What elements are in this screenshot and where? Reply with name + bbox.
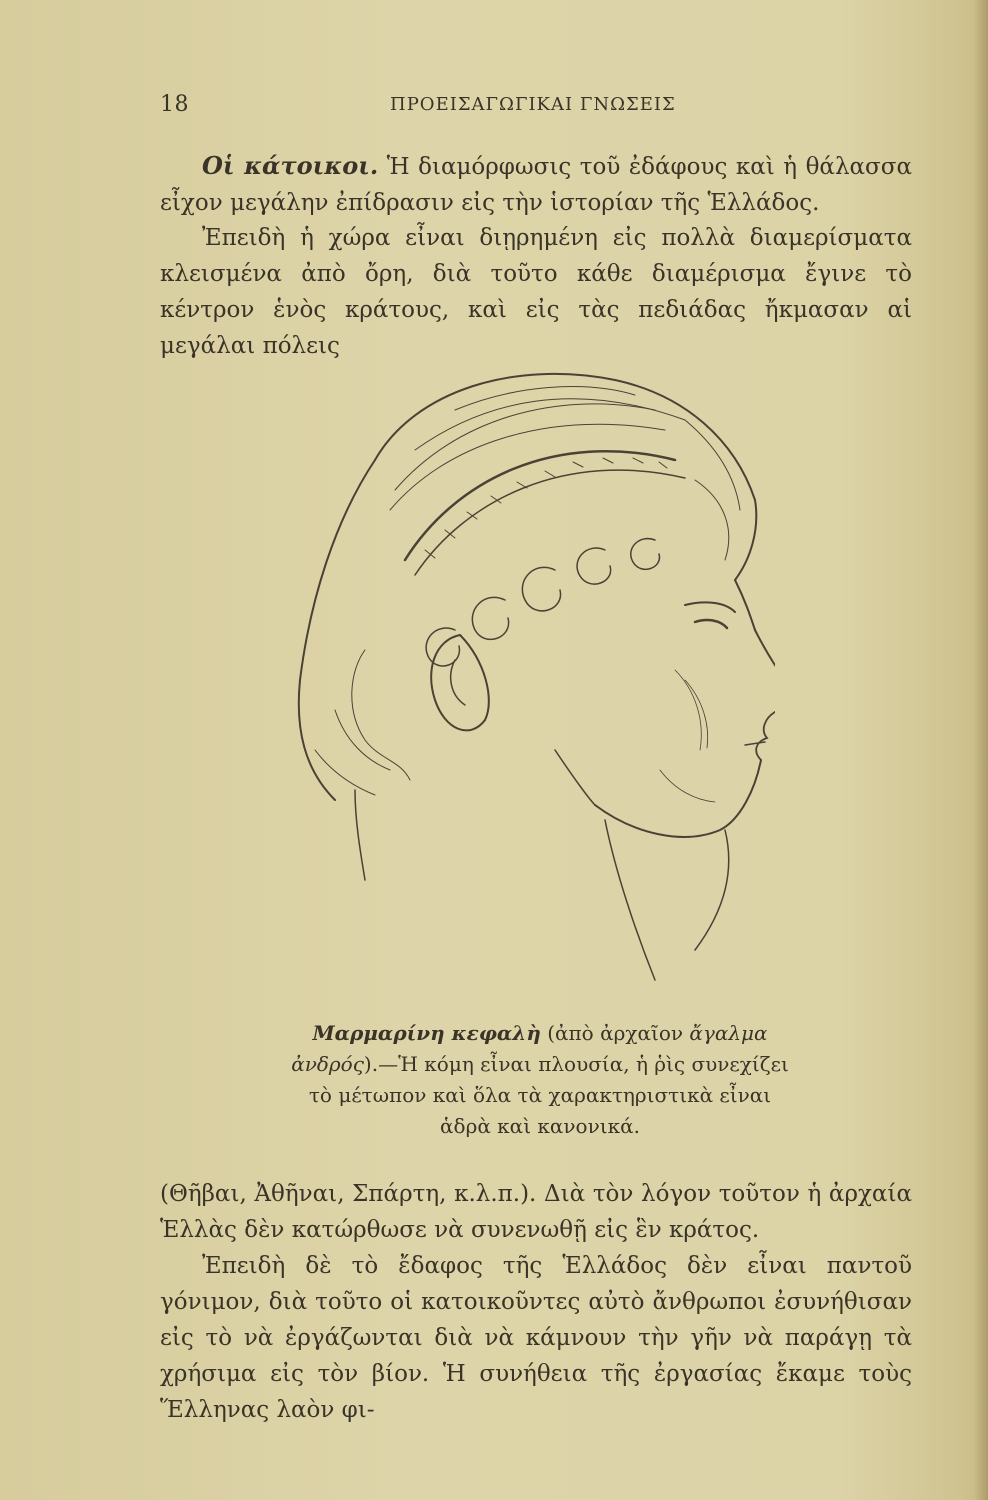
marble-head-illustration xyxy=(255,350,775,1010)
paragraph-text: Ἡ διαμόρφωσις τοῦ ἐδάφους καὶ ἡ θάλασσα εἶχον μεγάλην ἐπίδρασιν εἰς τὴν ἱστορίαν τῆς Ἑλλάδος. xyxy=(160,154,912,216)
paragraph-soil: Ἐπειδὴ δὲ τὸ ἔδαφος τῆς Ἑλλάδος δὲν εἶναι παντοῦ γόνιμον, διὰ τοῦτο οἱ κατοικοῦντες αὐτὸ ἄνθρωποι ἐσυνήθισαν εἰς τὸ νὰ ἐργάζωνται διὰ νὰ κάμνουν τὴν γῆν νὰ παράγῃ τὰ χρήσιμα εἰς τὸν βίον. Ἡ συνήθεια τῆς ἐργασίας ἔκαμε τοὺς Ἕλληνας λαὸν φι- xyxy=(160,1253,912,1423)
paragraph-cities: (Θῆβαι, Ἀθῆναι, Σπάρτη, κ.λ.π.). Διὰ τὸν λόγον τοῦτον ἡ ἀρχαία Ἑλλὰς δὲν κατώρθωσε νὰ συνενωθῇ εἰς ἓν κράτος. xyxy=(160,1181,912,1243)
paragraph-inhabitants xyxy=(160,148,912,221)
caption-text: ).—Ἡ κόμη εἶναι πλουσία, ἡ ῥὶς συνεχίζει τὸ μέτωπον καὶ ὅλα τὰ χαρακτηριστικὰ εἶναι ἁδρὰ καὶ κανονικά. xyxy=(308,1052,789,1138)
caption-quote: ἄγαλμα ἀνδρός xyxy=(291,1021,768,1076)
figure-caption xyxy=(290,1018,790,1142)
paragraph-divided-land: Ἐπειδὴ ἡ χώρα εἶναι διῃρημένη εἰς πολλὰ διαμερίσματα κλεισμένα ἀπὸ ὄρη, διὰ τοῦτο κάθε διαμέρισμα ἔγινε τὸ κέντρον ἑνὸς κράτους, καὶ εἰς τὰς πεδιάδας ἤκμασαν αἱ μεγάλαι πόλεις xyxy=(160,225,912,359)
running-head: ΠΡΟΕΙΣΑΓΩΓΙΚΑΙ ΓΝΩΣΕΙΣ xyxy=(390,94,676,115)
caption-open: (ἀπὸ ἀρχαῖον xyxy=(540,1021,690,1045)
page-number: 18 xyxy=(160,92,189,117)
page-header xyxy=(160,92,880,122)
section-lead: Οἱ κάτοικοι. xyxy=(202,151,379,180)
caption-title: Μαρμαρίνη κεφαλὴ xyxy=(312,1021,541,1045)
page-spine-shadow xyxy=(974,0,988,1500)
